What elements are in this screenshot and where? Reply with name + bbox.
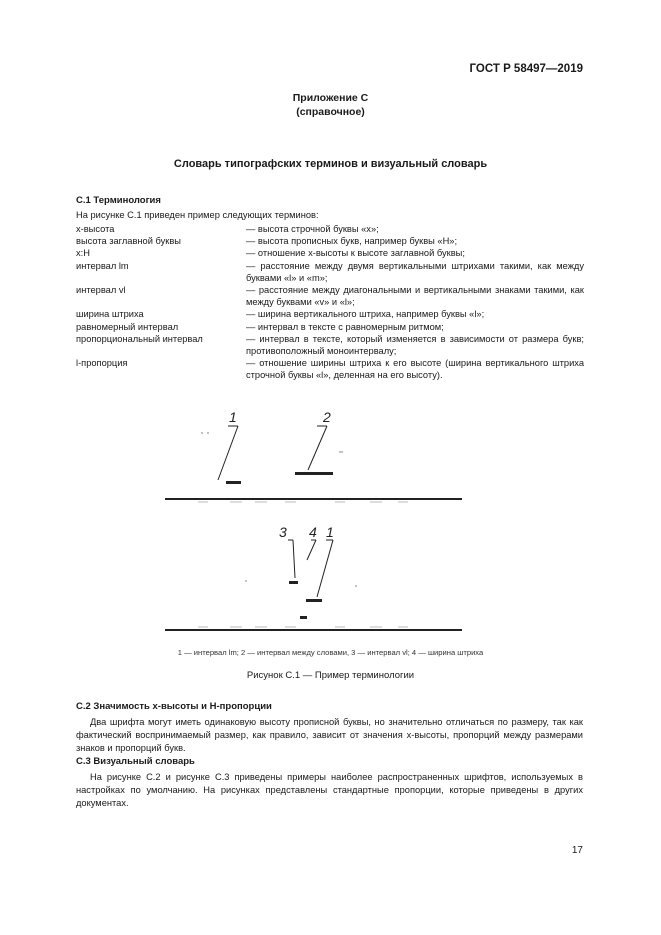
section-c2-text: Два шрифта могут иметь одинаковую высоту прописной буквы, но значительно отличаться по размеру, так как фактический воспринимаемый размер, как правило, зависит от значения x-высоты, пропорций между размерами знаков и пропорций букв. (76, 717, 583, 753)
term-row (76, 260, 584, 284)
term-name: интервал lm (76, 260, 129, 271)
terms-list (76, 223, 584, 382)
section-c2-heading: С.2 Значимость x-высоты и H-пропорции (76, 701, 272, 712)
term-name: ширина штриха (76, 309, 144, 320)
section-c1-heading: С.1 Терминология (76, 195, 161, 206)
annex-subtitle: (справочное) (296, 106, 365, 118)
stroke-width-mark (300, 616, 307, 619)
term-row (76, 247, 584, 259)
lm-interval-mark (226, 481, 241, 484)
term-row (76, 333, 584, 357)
leader-2 (308, 426, 327, 470)
vl-interval-mark (289, 581, 298, 584)
term-row (76, 223, 584, 235)
term-row (76, 235, 584, 247)
label-1-top: 1 (229, 409, 237, 425)
term-definition: — отношение ширины штриха к его высоте (ширина вертикального штриха строчной буквы «l», деленная на его высоту). (246, 358, 584, 381)
term-definition: — интервал в тексте, который изменяется в зависимости от размера букв; противоположный моноинтервалу; (246, 333, 584, 357)
term-name: высота заглавной буквы (76, 236, 181, 247)
lm-interval-mark-bottom (306, 599, 322, 602)
term-name: x:H (76, 248, 90, 259)
dot (355, 585, 356, 586)
figure-legend: 1 — интервал lm; 2 — интервал между словами, 3 — интервал vl; 4 — ширина штриха (177, 648, 484, 657)
term-name: интервал vl (76, 285, 126, 296)
term-row (76, 308, 584, 320)
term-name: равномерный интервал (76, 321, 179, 332)
term-row (76, 321, 584, 333)
term-definition: — высота строчной буквы «x»; (246, 224, 379, 234)
term-name: пропорциональный интервал (76, 333, 203, 344)
page-number: 17 (571, 845, 583, 856)
term-definition: — высота прописных букв, например буквы «H»; (246, 236, 458, 247)
term-definition: — ширина вертикального штриха, например буквы «l»; (246, 309, 485, 320)
label-3: 3 (279, 524, 287, 540)
label-2: 2 (323, 409, 331, 425)
term-definition: — расстояние между диагональными и вертикальными знаками такими, как между буквами «v» и «l»; (246, 285, 584, 308)
dot (245, 580, 246, 581)
word-space-mark (295, 472, 333, 475)
label-1-bottom: 1 (326, 524, 334, 540)
dot (207, 432, 208, 433)
figure-caption: Рисунок С.1 — Пример терминологии (246, 670, 415, 681)
terminology-figure (130, 400, 530, 645)
section-c1-intro: На рисунке С.1 приведен пример следующих терминов: (76, 210, 319, 220)
term-row (76, 284, 584, 308)
term-definition: — расстояние между двумя вертикальными штрихами такими, как между буквами «l» и «m»; (246, 260, 584, 283)
term-row (76, 357, 584, 381)
term-name: x-высота (76, 224, 115, 234)
section-c3-text: На рисунке С.2 и рисунке С.3 приведены примеры наиболее распространенных шрифтов, используемых в настройках по умолчанию. На рисунках представлены стандартные пропорции, которые приведены в других документах. (76, 772, 583, 808)
annex-heading (0, 91, 661, 119)
standard-header: ГОСТ Р 58497—2019 (469, 63, 583, 75)
annex-title: Приложение С (292, 92, 369, 104)
term-definition: — отношение x-высоты к высоте заглавной буквы; (246, 248, 465, 259)
term-definition: — интервал в тексте с равномерным ритмом; (246, 321, 444, 332)
term-name: l-пропорция (76, 358, 128, 369)
dot (201, 432, 202, 433)
label-4: 4 (309, 524, 317, 540)
dot (339, 451, 340, 452)
section-c3-heading: С.3 Визуальный словарь (76, 756, 195, 767)
leader-1-top (218, 426, 238, 480)
leader-1-bottom (317, 540, 333, 597)
leader-4 (307, 540, 316, 560)
dot (341, 451, 342, 452)
leader-3 (293, 540, 295, 578)
page-title: Словарь типографских терминов и визуальный словарь (173, 158, 488, 170)
